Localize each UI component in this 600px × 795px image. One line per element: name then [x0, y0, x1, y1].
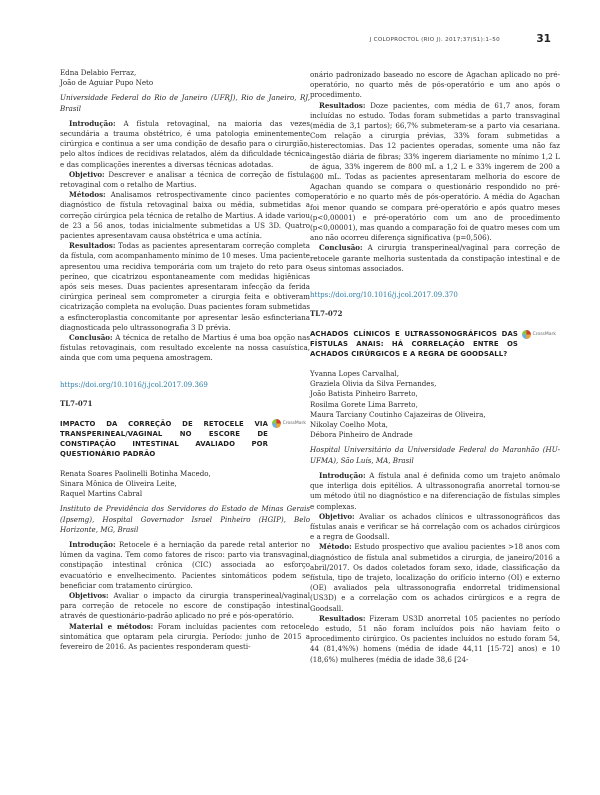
abstract-code: TL7-071 [60, 398, 93, 408]
crossmark-icon [522, 330, 531, 339]
affiliation: Universidade Federal do Rio de Janeiro (UFRJ), Rio de Janeiro, RJ, Brasil [60, 93, 310, 113]
abstract-paragraph-objective: Objetivo: Descrever e analisar a técnica de correção de fístula retovaginal com o retalho de Martius. [60, 169, 310, 190]
abstract-title: ACHADOS CLÍNICOS E ULTRASSONOGRÁFICOS DAS FÍSTULAS ANAIS: HÁ CORRELAÇÃO ENTRE OS ACHADOS CIRÚRGICOS E A REGRA DE GOODSALL? [310, 330, 518, 359]
doi-link[interactable]: https://doi.org/10.1016/j.jcol.2017.09.369 [60, 380, 208, 389]
author-name: Rosilma Gorete Lima Barreto, [310, 399, 418, 409]
abstract-paragraph-methods: Material e métodos: Foram incluídas pacientes com retocele sintomática que optaram pela cirurgia. Período: junho de 2015 a fevereiro de 2016. As pacientes responderam questi- [60, 621, 310, 651]
abstract-title: IMPACTO DA CORREÇÃO DE RETOCELE VIA TRANSPERINEAL/VAGINAL NO ESCORE DE CONSTIPAÇÃO INTESTINAL AVALIADO POR QUESTIONÁRIO PADRÃO [60, 419, 268, 458]
author-list [310, 369, 560, 440]
left-column [60, 68, 310, 652]
abstract-paragraph-conclusion: Conclusão: A técnica de retalho de Martius é uma boa opção nas fístulas retovaginais, com resultado excelente na nossa casuística, ainda que com uma pequena amostragem. [60, 333, 310, 363]
affiliation: Hospital Universitário da Universidade Federal do Maranhão (HU-UFMA), São Luís, MA, Brasil [310, 445, 560, 465]
abstract-paragraph-methods: Método: Estudo prospectivo que avaliou pacientes >18 anos com diagnóstico de fístula anal submetidos a cirurgia, de janeiro/2016 a abril/2017. Os dados coletados foram sexo, idade, classificação da fístula, tipo de trajeto, localização do orifício interno (OI) e externo (OE) avaliados pela ultrassonografia endorretal tridimensional (US3D) e a correlação com os achados cirúrgicos e a regra de Goodsall. [310, 542, 560, 613]
author-name: Maura Tarciany Coutinho Cajazeiras de Oliveira, [310, 409, 486, 419]
author-name: Sinara Mônica de Oliveira Leite, [60, 478, 177, 488]
abstract-paragraph-intro: Introdução: A fístula retovaginal, na maioria das vezes secundária a trauma obstétrico, é uma patologia eminentemente cirúrgica e continua a ser uma condição de desafio para o cirurgião, pelo altos índices de recidivas relatados, além da dificuldade técnica e das complicações inerentes a diversas técnicas adotadas. [60, 118, 310, 169]
crossmark-badge[interactable] [272, 419, 306, 429]
doi-link[interactable]: https://doi.org/10.1016/j.jcol.2017.09.370 [310, 291, 458, 300]
running-head: J COLOPROCTOL (RIO J). 2017;37(S1):1–50 [369, 37, 500, 43]
abstract-paragraph-methods: Métodos: Analisamos retrospectivamente cinco pacientes com diagnóstico de fístula retovaginal baixa ou média, submetidas a correção cirúrgica pela técnica de retalho de Martius. A idade variou de 23 a 56 anos, todas inicialmente submetidas a US 3D. Quatro pacientes apresentavam causa obstétrica e uma actínia. [60, 190, 310, 241]
page-number: 31 [536, 33, 551, 45]
abstract-paragraph-results: Resultados: Doze pacientes, com média de 61,7 anos, foram incluídas no estudo. Todas foram submetidas a parto transvaginal (média de 3,1 partos); 66,7% submeteram-se a parto via cesariana. Com relação a cirurgia prévias, 33% foram submetidas a histerectomias. Das 12 pacientes operadas, somente uma não faz ingestão diária de fibras; 33% ingerem diariamente no mínimo 1,2 L de água, 33% ingerem de 800 mL a 1,2 L e 33% ingerem de 200 a 600 mL. Todas as pacientes apresentaram melhoria do escore de Agachan quando se compara o questionário respondido no pré-operatório e no quarto mês de pós-operatório. A média do Agachan foi menor quando se compara pré-operatório e após quatro meses (p<0,00001) e pré-operatório com um ano de procedimento (p<0,00001), mas quando a comparação foi de quatro meses com um ano não ocorreu diferença significativa (p=0,506). [310, 100, 560, 243]
author-name: Débora Pinheiro de Andrade [310, 430, 413, 440]
abstract-title-block [60, 419, 310, 459]
abstract-paragraph-results: Resultados: Todas as pacientes apresentaram correção completa da fístula, com acompanhamento mínimo de 10 meses. Uma paciente apresentou uma recidiva temporária com um trajeto do reto para o períneo, que cicatrizou espontaneamente com medidas higiênicas após seis meses. Duas pacientes apresentaram infecção da ferida cirúrgica perineal sem comprometer a cirurgia feita e obtiveram cicatrização completa na evolução. Duas pacientes foram submetidas a esfincteroplastia concomitante por apresentar lesão esfincteriana diagnosticada pelo ultrassonografia 3 D prévia. [60, 241, 310, 332]
abstract-title-block [310, 329, 560, 359]
crossmark-label: CrossMark [532, 331, 556, 337]
abstract-code: TL7-072 [310, 309, 343, 319]
abstract-paragraph-results: Resultados: Fizeram US3D anorretal 105 pacientes no período do estudo, 51 não foram incluídos pois não haviam feito o procedimento cirúrgico. Os pacientes incluídos no estudo foram 54, 44 (81,4%%) homens (média de idade 44,11 [15-72] anos) e 10 (18,6%) mulheres (média de idade 38,6 [24- [310, 613, 560, 664]
author-name: Graziela Olivia da Silva Fernandes, [310, 379, 437, 389]
affiliation: Instituto de Previdência dos Servidores do Estado de Minas Gerais (Ipsemg), Hospital Governador Israel Pinheiro (HGIP), Belo Horizonte, MG, Brasil [60, 504, 310, 534]
author-list [60, 469, 310, 500]
abstract-paragraph-objective: Objetivo: Avaliar os achados clínicos e ultrassonográficos das fístulas anais e verificar se há correlação com os achados cirúrgicos e a regra de Goodsall. [310, 511, 560, 542]
abstract-paragraph-intro: Introdução: Retocele é a herniação da parede retal anterior no lúmen da vagina. Tem como fatores de risco: parto via transvaginal, constipação intestinal crônica (CIC) associada ao esforço evacuatório e envelhecimento. Pacientes sintomáticos podem se beneficiar com tratamento cirúrgico. [60, 539, 310, 590]
author-name: João de Aguiar Pupo Neto [60, 78, 154, 88]
crossmark-badge[interactable] [522, 329, 556, 339]
author-name: Renata Soares Paolinelli Botinha Macedo, [60, 468, 211, 478]
author-name: Edna Delabio Ferraz, [60, 68, 137, 77]
abstract-paragraph-intro: Introdução: A fístula anal é definida como um trajeto anômalo que interliga dois epitélios. A ultrassonografia anorretal tornou-se um método útil no diagnóstico e na diferenciação de fístulas simples e complexas. [310, 470, 560, 511]
abstract-paragraph-continued: onário padronizado baseado no escore de Agachan aplicado no pré-operatório, no quarto mês de pós-operatório e um ano após o procedimento. [310, 70, 560, 100]
abstract-paragraph-objective: Objetivos: Avaliar o impacto da cirurgia transperineal/vaginal para correção de retocele no escore de constipação intestinal através de questionário-padrão aplicado no pré e pós-operatório. [60, 590, 310, 621]
crossmark-label: CrossMark [282, 421, 306, 427]
author-name: Raquel Martins Cabral [60, 489, 143, 499]
author-name: Nikolay Coelho Mota, [310, 420, 388, 430]
author-name: Yvanna Lopes Carvalhal, [310, 369, 400, 379]
author-name: João Batista Pinheiro Barreto, [310, 389, 418, 399]
abstract-paragraph-conclusion: Conclusão: A cirurgia transperineal/vaginal para correção de retocele garante melhoria sustentada da constipação intestinal e de seus sintomas associados. [310, 243, 560, 273]
crossmark-icon [272, 419, 281, 428]
right-column [310, 70, 560, 665]
